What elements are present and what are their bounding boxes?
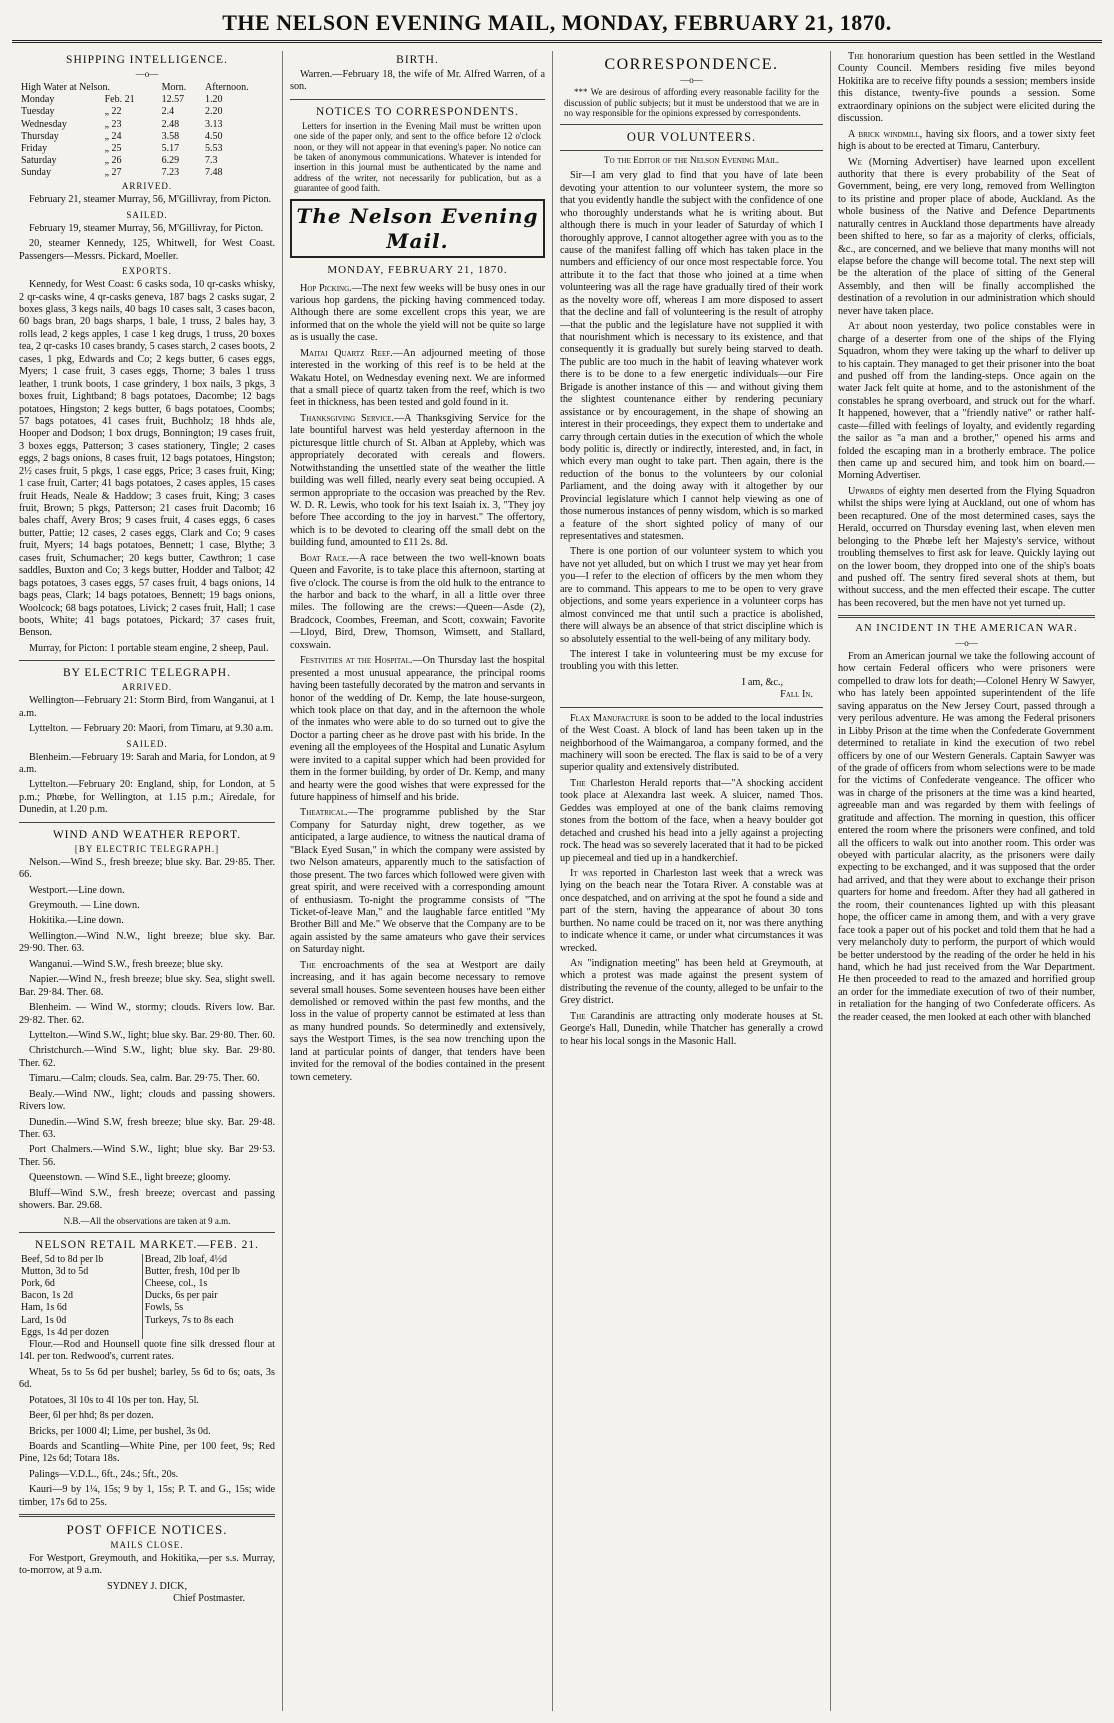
weather-entry: Dunedin.—Wind S.W, fresh breeze; blue sky. Bar. 29·48. Ther. 63.	[19, 1116, 275, 1141]
article-lead: Thanksgiving Service.	[300, 412, 394, 424]
weather-entry: Nelson.—Wind S., fresh breeze; blue sky. Bar. 29·85. Ther. 66.	[19, 856, 275, 881]
weather-title: WIND AND WEATHER REPORT.	[52, 828, 242, 841]
tide-morn: 5.17	[161, 142, 180, 154]
article-text: —An adjourned meeting of those interested in the working of this reef is to be held at the Wakatu Hotel, on Wednesday evening next. We are informed that a small piece of quartz taken from the reef, which is two feet in thickness, has been tested and gold found in it.	[290, 347, 545, 409]
market-row	[19, 1266, 275, 1278]
article-lead: The	[848, 51, 864, 62]
tide-title: High Water at Nelson.	[21, 81, 110, 93]
tide-row	[19, 155, 275, 167]
rule	[838, 615, 1095, 618]
market-row	[19, 1254, 275, 1266]
market-row	[19, 1290, 275, 1302]
rule	[19, 1514, 275, 1517]
article-text: Carandinis are attracting only moderate houses at St. George's Hall, Dunedin, while Thatcher has generally a crowd to hear his local songs in the Masonic Hall.	[560, 1010, 823, 1047]
market-row	[19, 1315, 275, 1327]
article-lead: We	[848, 156, 862, 168]
tel-arrived-2: Lyttelton. — February 20: Maori, from Timaru, at 9.30 a.m.	[29, 723, 274, 735]
shipping-title: SHIPPING INTELLIGENCE.	[66, 54, 228, 66]
article-paragraph	[838, 486, 1095, 610]
exports-text: Kennedy, for West Coast: 6 casks soda, 10 qr-casks whisky, 2 qr-casks wine, 4 qr-casks geneva, 187 bags 2 casks sugar, 2 boxes glass, 3 kegs nails, 40 bags 10 cases salt, 3 cases bacon, 60 bags bran, 20 bags sharps, 1 bale, 1 truss, 2 bales hay, 3 rolls lead, 2 kegs apples, 1 case 1 keg drugs, 1 truss, 20 boxes tea, 2 qr-casks 10 cases brandy, 5 cases starch, 2 cases boots, 2 cases, 1 pkg, Edwards and Co; 2 kegs butter, 6 cases eggs, Myers; 1 case fruit, 3 cases eggs, Thorne; 3 bales 1 truss leather, 1 trunk boots, 1 case grindery, 1 box nails, 3 pkgs, 3 boxes fruit, Lightband; 8 bags potatoes, Dacombe; 12 bags potatoes, Hingston; 2 kegs butter, 6 bags potatoes, Coombs; 57 bags potatoes, 41 cases fruit, Buchholz; 18 hhds ale, Hooper and Dodson; 1 box drugs, Bonnington; 19 cases fruit, 3 boxes eggs, Patterson; 3 cases stationery, Tingle; 2 cases eggs, 2 bags onions, 8 cases fruit, 12 bags potatoes, Hingston; 2½ cases fruit, 5 pkgs, 1 case eggs, Price; 3 cases fruit, King; 1 case fruit, Carter; 41 bags potatoes, 2 cases apples, 15 cases fruit Heads, Neale & Haddow; 3 cases fruit, King; 3 cases fruit, Brown; 5 pkgs, Patterson; 21 cases fruit Dacomb; 16 bales chaff, Avery Bros; 9 cases fruit, 4 cases eggs, 6 cases butter, Pattie; 12 cases, 2 cases eggs, Clark and Co; 9 cases fruit, Myers; 14 bags potatoes, Bennett; 1 case, Blythe; 3 cases fruit, Schumacher; 20 kegs butter, Cawthron; 1 case saddles, Buxton and Co; 3 kegs butter, Hodder and Talbot; 42 bags potatoes, 3 cases eggs, 57 cases fruit, 4 bags onions, 14 bags peas, Clark; 14 bags potatoes, Bennett; 19 bags onions, Woolcock; 68 bags potatoes, Livick; 2 cases fruit, Hall; 1 case boots, White; 41 bags potatoes, Pickard; 37 cases fruit, Benson.	[19, 279, 275, 639]
article-text: —A Thanksgiving Service for the late bountiful harvest was held yesterday afternoon in the picturesque little church of St. Alban at Appleby, which was appropriately decorated with cereals and flowers. Notwithstanding the unsettled state of the weather the little building was well filled, nearly every seat being occupied. A sermon appropriate to the occasion was preached by the Rev. W. D. R. Lewis, who took for his text Isaiah ix. 3, "They joy before Thee according to the joy in harvest." The offertory, which is to be devoted to clearing off the small debt on the building fund, amounted to £11 2s. 8d.	[290, 412, 545, 549]
tide-aft: 2.20	[205, 106, 223, 118]
correspondence-note: *** We are desirous of affording every reasonable facility for the discussion of public subjects; but it must be understood that we are in no way responsible for the opinions expressed by correspondents.	[564, 87, 819, 119]
market-left: Ham, 1s 6d	[19, 1302, 142, 1314]
rule	[19, 1232, 275, 1233]
column-1	[12, 51, 282, 1711]
tide-morn: 7.23	[161, 167, 180, 179]
tel-sailed-1: Blenheim.—February 19: Sarah and Maria, for London, at 9 a.m.	[19, 751, 275, 775]
market-right: Cheese, col., 1s	[144, 1278, 208, 1289]
tide-head-aft: Afternoon.	[205, 81, 249, 93]
birth-title: BIRTH.	[396, 54, 439, 66]
weather-entry: Wellington.—Wind N.W., light breeze; blue sky. Bar. 29·90. Ther. 63.	[19, 930, 275, 955]
article-lead: Boat Race.	[300, 552, 349, 564]
article-lead: Festivities at the Hospital.	[300, 655, 413, 667]
letter-paragraph: There is one portion of our volunteer system to which you have not yet alluded, but on which I trust we may yet hear from you—I refer to the election of officers by the men whom they are to command. This appears to me to be open to very grave objections, and some years experience in a volunteer corps has almost convinced me that until such a practice is abolished, there will always be an absence of that strict discipline which is so absolutely essential to the well-being of any military body.	[560, 546, 823, 645]
article-paragraph	[560, 1011, 823, 1048]
weather-entry: Wanganui.—Wind S.W., fresh breeze; blue sky.	[29, 958, 224, 970]
weather-entry: Queenstown. — Wind S.E., light breeze; gloomy.	[29, 1172, 231, 1184]
letter-paragraph: The interest I take in volunteering must be my excuse for troubling you with this letter.	[560, 648, 823, 673]
tide-morn: 3.58	[161, 130, 180, 142]
article-paragraph	[838, 157, 1095, 319]
article-lead: Upwards	[848, 485, 884, 497]
rule	[560, 707, 823, 708]
col3-articles	[560, 713, 823, 1048]
tide-day: Monday	[21, 94, 55, 106]
tide-date: „ 26	[104, 155, 122, 167]
market-left: Mutton, 3d to 5d	[19, 1266, 142, 1278]
article-paragraph	[290, 960, 545, 1084]
article-paragraph	[290, 807, 545, 956]
article-text: of eighty men deserted from the Flying Squadron whilst the ships were lying at Auckland, out one of whom has been recaptured. One of the most determined cases, says the Herald, occurred on Thursday evening last, when eleven men belonging to the Phœbe left her Majesty's service, without troubling themselves to first ask for leave. Quickly laying out on the lower boom, they dropped into one of the ship's boats and pushed off. The sentry fired several shots at them, but without success, and the men effected their escape. The cutter has been recovered, but the men have not yet turned up.	[838, 485, 1095, 609]
weather-entry: Bealy.—Wind NW., light; clouds and passing showers. Rivers low.	[19, 1088, 275, 1113]
tel-arrived-head: ARRIVED.	[121, 682, 173, 693]
columns	[12, 51, 1102, 1711]
weather-nb: N.B.—All the observations are taken at 9 a.m.	[63, 1215, 231, 1226]
tide-date: Feb. 21	[104, 94, 135, 106]
tide-day: Sunday	[21, 167, 51, 179]
weather-entry: Greymouth. — Line down.	[29, 900, 140, 912]
tide-morn: 2.48	[161, 118, 180, 130]
market-right	[142, 1327, 275, 1339]
war-title: AN INCIDENT IN THE AMERICAN WAR.	[855, 623, 1078, 635]
article-text: encroachments of the sea at Westport are daily increasing, and it has again become necessary to remove several small houses. Some seventeen houses have been either demolished or removed within the past few months, and the loss in the value of property cannot be estimated at less than as many hundred pounds. So determinedly and extensively, says the Westport Times, is the sea now trenching upon the land at particular points of danger, that tenders have been invited for the removal of the bodies contained in the present town cemetery.	[290, 959, 545, 1083]
article-lead: At	[848, 321, 860, 333]
article-text: —The programme published by the Star Company for Saturday night, drew together, as we anticipated, a large audience, to witness the nautical drama of "Black Eyed Susan," in which the company were assisted by two Nelson amateurs, apparently much to the satisfaction of those present. The two farces which followed were given with great spirit, and were received with a corresponding amount of enthusiasm. To-night the programme consists of "The Ticket-of-leave Man," and the laughable farce entitled "My Brother Bill and Me." We observe that the Company are to be again assisted by the same amateurs who gave their services on Saturday night.	[290, 807, 545, 956]
article-lead: An	[570, 958, 583, 970]
sailed-head: SAILED.	[126, 209, 168, 220]
paper-name: The Nelson Evening Mail.	[290, 199, 545, 258]
tide-date: „ 24	[104, 130, 122, 142]
market-row	[19, 1278, 275, 1290]
market-text	[19, 1339, 275, 1509]
post-sign: SYDNEY J. DICK,	[107, 1580, 187, 1592]
arrived-head: ARRIVED.	[121, 181, 173, 192]
article-text: honorarium question has been settled in the Westland County Council. Members residing five miles beyond Hokitika are to receive fifty pounds a session; members inside this distance, twenty-five pounds a session. Some extraordinary opinions on the subject were elicited during the discussion.	[838, 51, 1095, 125]
tel-arrived-1: Wellington—February 21: Storm Bird, from Wanganui, at 1 a.m.	[19, 695, 275, 719]
rule	[290, 99, 545, 100]
market-title: NELSON RETAIL MARKET.—FEB. 21.	[35, 1238, 259, 1251]
article-paragraph	[838, 321, 1095, 483]
market-row	[19, 1327, 275, 1339]
tide-date: „ 22	[104, 106, 122, 118]
col2-articles	[290, 283, 545, 1085]
market-right: Bread, 2lb loaf, 4½d	[144, 1253, 227, 1265]
weather-entry: Timaru.—Calm; clouds. Sea, calm. Bar. 29·75. Ther. 60.	[29, 1073, 260, 1085]
column-2	[282, 51, 552, 1711]
market-row	[19, 1302, 275, 1314]
letter-body	[560, 170, 823, 674]
article-paragraph	[290, 413, 545, 550]
market-right: Ducks, 6s per pair	[144, 1290, 218, 1302]
tide-date: „ 27	[104, 167, 122, 179]
notices-text: Letters for insertion in the Evening Mail must be written upon one side of the paper only, and sent to the office before 12 o'clock noon, or they will not appear in that evening's paper. No notice can be taken of anonymous communications. Whatever is intended for insertion in this journal must be authenticated by the name and address of the writer, not necessarily for publication, but as a guarantee of good faith.	[294, 120, 541, 193]
tide-row	[19, 106, 275, 118]
market-left: Lard, 1s 0d	[19, 1315, 142, 1327]
weather-sub: [BY ELECTRIC TELEGRAPH.]	[74, 843, 220, 854]
tide-aft: 7.48	[205, 167, 223, 179]
article-paragraph	[560, 713, 823, 775]
article-lead: The	[570, 777, 586, 789]
divider: —o—	[135, 69, 159, 80]
exports-2: Murray, for Picton: 1 portable steam engine, 2 sheep, Paul.	[29, 642, 269, 654]
rule	[560, 124, 823, 125]
article-paragraph	[838, 129, 1095, 154]
article-lead: A brick windmill,	[848, 128, 923, 140]
tide-morn: 6.29	[161, 155, 180, 167]
sailed-1: February 19, steamer Murray, 56, M'Gillivray, for Picton.	[29, 222, 264, 234]
tide-aft: 1.20	[205, 94, 223, 106]
market-note: Kauri—9 by 1¼, 15s; 9 by 1, 15s; P. T. and G., 15s; wide timber, 17s 6d to 25s.	[19, 1484, 275, 1508]
article-paragraph	[838, 51, 1095, 126]
weather-entry: Christchurch.—Wind S.W., light; blue sky. Bar. 29·80. Ther. 62.	[19, 1045, 275, 1069]
notices-title: NOTICES TO CORRESPONDENTS.	[316, 105, 519, 118]
sailed-2: 20, steamer Kennedy, 125, Whitwell, for West Coast. Passengers—Messrs. Pickard, Moeller.	[19, 238, 275, 262]
tide-date: „ 25	[104, 142, 122, 154]
tide-day: Friday	[21, 142, 48, 154]
article-paragraph	[290, 348, 545, 410]
article-text: about noon yesterday, two police constables were in charge of a deserter from one of the ships of the Flying Squadron, whom they were taking up the wharf to deliver up to his captain. They managed to get their prisoner into the boat and pushed off from the landing-steps. Once again on the water Jack felt quite at home, and to the astonishment of the constables he sprang overboard, and struck out for the wharf. It happened, however, that a "friendly native" or rather half-caste—filled with feelings of loyalty, and evidently regarding the sailor as "a man and a brother," opened his arms and folded the escaping man in a brotherly embrace. The police then came up and secured him, and took him on board.—Morning Advertiser.	[838, 321, 1095, 482]
tide-day: Tuesday	[21, 106, 55, 118]
post-title: POST OFFICE NOTICES.	[66, 1522, 228, 1538]
tide-date: „ 23	[104, 118, 122, 130]
rule	[19, 822, 275, 823]
article-lead: Hop Picking.	[300, 282, 352, 294]
article-lead: The	[570, 1010, 586, 1022]
weather-entry: Napier.—Wind N., fresh breeze; blue sky. Sea, slight swell. Bar. 29·84. Ther. 68.	[19, 974, 275, 998]
exports-head: EXPORTS.	[122, 266, 172, 277]
article-text: "indignation meeting" has been held at Greymouth, at which a protest was made against the present system of distributing the revenue of the county, alleged to be unfair to the Grey district.	[560, 958, 823, 1007]
mails-close: MAILS CLOSE.	[110, 1540, 184, 1551]
war-text: From an American journal we take the following account of how certain Federal officers who were prisoners were compelled to draw lots for death;—Colonel Henry W Sawyer, who has lately been appointed superintendent of the life saving apparatus on the New Jersey Court, passed through a very perilous adventure. He was among the Federal prisoners in Libby Prison at the time when the Confederate Government determined to retaliate in kind the execution of two rebel officers by one of our Western Generals. Captain Sawyer was of the grade of officers from whom selections were to be made for the victims of Confederate vengeance. The officer who was in charge of the prisoners at the time was a kind hearted, agreeable man and was regarded by them with feelings of gratitude and affection. The morning in question, this officer entered the room where the prisoners were confined, and told all the officers to walk out into another room. This order was obeyed with particular alacrity, as the prisoners were daily expecting to be exchanged, and it was supposed that the order had arrived, and that they were about to exchange their prison quarters for home and freedom. After they had all gathered in the room, their countenances lighted up with this pleasant hope, the officer came in among them, and with a very grave face took a paper out of his pocket and told them that he had a very melancholy duty to perform, the purport of which would be better understood by the reading of the order he held in his hand, which he had just received from the War Department. He then proceeded to read to the amazed and horrified group an order for the immediate execution of two of their number, in retaliation for the hanging of two Confederate officers. As the reader ceased, the men looked at each other with blanched	[838, 651, 1095, 1023]
birth-text: Warren.—February 18, the wife of Mr. Alfred Warren, of a son.	[290, 69, 545, 93]
market-note: Bricks, per 1000 4l; Lime, per bushel, 3s 0d.	[29, 1425, 211, 1437]
tide-row	[19, 94, 275, 106]
arrived-text: February 21, steamer Murray, 56, M'Gillivray, from Picton.	[29, 194, 272, 206]
article-text: reported in Charleston last week that a wreck was lying on the beach near the Totara River. A constable was at once despatched, and on arriving at the spot he found a side and part of the stern, having the appearance of about 30 tons burthen. No name could be traced on it, nor was there anything to indicate whence it came, or under what circumstances it was wrecked.	[560, 867, 824, 954]
article-lead: Flax Manufacture	[570, 712, 649, 724]
market-note: Flour.—Rod and Hounsell quote fine silk dressed flour at 14l. per ton. Redwood's, current rates.	[19, 1338, 275, 1363]
tel-sailed-2: Lyttelton.—February 20: England, ship, for London, at 5 p.m.; Phœbe, for Wellington, at 1.15 p.m.; Airedale, for Dunedin, at 1.20 p.m.	[19, 779, 275, 816]
to-editor: To the Editor of the Nelson Evening Mail.	[603, 155, 780, 166]
tide-row	[19, 131, 275, 143]
tide-row	[19, 167, 275, 179]
market-right: Turkeys, 7s to 8s each	[144, 1314, 234, 1326]
tide-row	[19, 143, 275, 155]
article-paragraph	[560, 778, 823, 865]
market-left: Beef, 5d to 8d per lb	[19, 1254, 142, 1266]
rule	[560, 150, 823, 151]
weather-entry: Blenheim. — Wind W., stormy; clouds. Rivers low. Bar. 29·82. Ther. 62.	[19, 1002, 275, 1026]
tide-morn: 12.57	[161, 94, 185, 106]
tide-row	[19, 119, 275, 131]
tel-sailed-head: SAILED.	[126, 738, 168, 749]
rule	[19, 660, 275, 661]
tide-aft: 7.3	[205, 155, 218, 167]
article-lead: It was	[570, 867, 598, 879]
market-right: Butter, fresh, 10d per lb	[144, 1265, 240, 1277]
tide-morn: 2.4	[161, 106, 175, 118]
column-4	[830, 51, 1102, 1711]
article-text: (Morning Advertiser) have learned upon excellent authority that there is every probability of the Seat of Government, being, ere very long, removed from Wellington to its pristine and proper place of abode, Auckland. As the whole business of the Native and Defence Departments naturally centres in Auckland those departments have already been shifted to here, so far as a majority of clerks, officials, &c., are concerned, and we believe that many months will not elapse before the change will become total. The next step will be the alteration of the place of sitting of the General Assembly, and then will be finally accomplished the destination of a revolution in our administration which should never have taken place.	[838, 156, 1095, 317]
letter-signoff: Fall In.	[780, 689, 813, 701]
market-left: Bacon, 1s 2d	[19, 1290, 142, 1302]
weather-entry: Lyttelton.—Wind S.W., light; blue sky. Bar. 29·80. Ther. 60.	[29, 1029, 275, 1041]
article-lead: Theatrical.	[300, 807, 348, 819]
divider: —o—	[955, 638, 978, 649]
letter-paragraph: Sir—I am very glad to find that you have of late been devoting your attention to our volunteer system, the more so that you evidently handle the subject with the confidence of one who thoroughly understands what he is writing about. But although there is much in your leader of Saturday of which I thoroughly approve, I cannot altogether agree with you as to the cause of the manifest falling off which has taken place in the numbers and efficiency of our once most respectable force. You attribute it to the fact that those who joined at a time when volunteering was all the rage have gradually tired of their work as the novelty wore off, whereas I am more disposed to assert that the decline and fall of volunteering is the result of atrophy—that the public and the legislature have not supplied it with that nourishment which is necessary to its existence, and that consequently it is gradually but surely being starved to death. The public are too much in the habit of leaving whatever work there is to be done to a few energetic individuals—our Fire Brigade is another instance of this — and without giving them the slightest countenance either by rendering pecuniary assistance or by encouragement, in the shape of showing an interest in their proceedings, they expect them to undertake and carry through certain duties in the execution of which the whole body politic is, directly or indirectly, interested, and, in fact, in which every man ought to take part. Then again, there is the reduction of the bonus to the volunteers by our colonial Parliament, and the doing away with it altogether by our Provincial legislature which I cannot help viewing as one of those numerous instances of penny wisdom, which is so marked a feature of the short sighted policy of many of our representatives and statesmen.	[560, 170, 823, 543]
weather-entry: Bluff—Wind S.W., fresh breeze; overcast and passing showers. Bar. 29.68.	[19, 1187, 275, 1212]
letter-closing: I am, &c.,	[741, 676, 783, 688]
article-lead: The	[300, 959, 316, 971]
col4-articles	[838, 51, 1095, 610]
market-note: Palings—V.D.L., 6ft., 24s.; 5ft., 20s.	[29, 1468, 179, 1480]
post-sign-2: Chief Postmaster.	[173, 1593, 245, 1605]
article-paragraph	[290, 655, 545, 804]
market-left: Pork, 6d	[19, 1278, 142, 1290]
market-note: Boards and Scantling—White Pine, per 100 feet, 9s; Red Pine, 12s 6d; Totara 18s.	[19, 1441, 275, 1465]
market-right: Fowls, 5s	[144, 1302, 184, 1314]
article-paragraph	[290, 553, 545, 653]
article-text: Charleston Herald reports that—"A shocking accident took place at Alexandra last week. A sluicer, named Thos. Geddes was employed at one of the bank claims removing stones from the bottom of the face, when a heavy boulder got detached and crushed his head into a jelly against a projecting rock. The head was so severely lacerated that it had to be picked up piecemeal and tied up in a handkerchief.	[560, 777, 823, 864]
tide-day: Saturday	[21, 155, 57, 167]
weather-list	[19, 857, 275, 1213]
masthead: THE NELSON EVENING MAIL, MONDAY, FEBRUARY 21, 1870.	[12, 10, 1102, 43]
tide-aft: 4.50	[205, 130, 223, 142]
tide-aft: 3.13	[205, 118, 223, 130]
tide-day: Wednesday	[21, 118, 67, 130]
dateline: MONDAY, FEBRUARY 21, 1870.	[327, 264, 508, 277]
column-3	[552, 51, 830, 1711]
telegraph-title: BY ELECTRIC TELEGRAPH.	[63, 667, 231, 680]
article-text: —On Thursday last the hospital presented a most unusual appearance, the principal rooms having been tastefully decorated by the matron and servants in honor of the wedding of Dr. Kemp, the late house-surgeon, which took place on that day, and in the afternoon the whole of the inmates who were able to do so turned out to give the Doctor a parting cheer as he drove past with his bride. In the evening all the employees of the Hospital and Lunatic Asylum were invited to a capital supper which had been provided for them in the former building, by order of Dr. Kemp, and many and hearty were the good wishes that were expressed for the future happiness of himself and his bride.	[290, 655, 545, 803]
tide-head-morn: Morn.	[161, 81, 187, 93]
weather-entry: Hokitika.—Line down.	[29, 915, 124, 927]
article-text: having six floors, and a tower sixty feet high is about to be erected at Timaru, Canterbury.	[838, 128, 1096, 153]
article-paragraph	[560, 958, 823, 1008]
tide-table	[19, 82, 275, 180]
weather-entry: Port Chalmers.—Wind S.W., light; blue sky. Bar 29·53. Ther. 56.	[19, 1144, 275, 1168]
market-note: Wheat, 5s to 5s 6d per bushel; barley, 5s 6d to 6s; oats, 3s 6d.	[19, 1366, 275, 1391]
tide-aft: 5.53	[205, 142, 223, 154]
divider: —o—	[680, 74, 703, 85]
article-lead: Maitai Quartz Reef.	[300, 347, 393, 359]
market-note: Potatoes, 3l 10s to 4l 10s per ton. Hay, 5l.	[29, 1394, 199, 1406]
market-note: Beer, 6l per hhd; 8s per dozen.	[29, 1410, 154, 1422]
article-text: —The next few weeks will be busy ones in our various hop gardens, the picking having commenced today. Although there are some excellent crops this year, we are informed that on the whole the yield will not be quite so large as is usually the case.	[290, 282, 546, 344]
market-left: Eggs, 1s 4d per dozen	[19, 1327, 142, 1339]
article-text: —A race between the two well-known boats Queen and Favorite, is to take place this afternoon, starting at five o'clock. The course is from the old hulk to the entrance to the harbor and back to the wharf, in all a little over three miles. The following are the crews:—Queen—Asde (2), Bradcock, Coombes, Freeman, and Scott, coxwain; Favorite—Lloyd, Bird, Drew, Thomson, Wimsett, and Stallard, coxswain.	[290, 552, 546, 651]
correspondence-title: CORRESPONDENCE.	[604, 56, 779, 73]
post-text: For Westport, Greymouth, and Hokitika,—per s.s. Murray, to-morrow, at 9 a.m.	[19, 1553, 275, 1577]
tide-day: Thursday	[21, 130, 59, 142]
article-text: is soon to be added to the local industries of the West Coast. A block of land has been taken up in the neighborhood of the Waimangaroa, a company formed, and the machinery will soon be erected. The flax is said to be of a very superior quality and extensively distributed.	[560, 712, 823, 774]
article-paragraph	[290, 283, 545, 345]
market-table	[19, 1254, 275, 1339]
weather-entry: Westport.—Line down.	[29, 884, 125, 896]
letter-title: OUR VOLUNTEERS.	[626, 129, 757, 144]
article-paragraph	[560, 868, 823, 955]
